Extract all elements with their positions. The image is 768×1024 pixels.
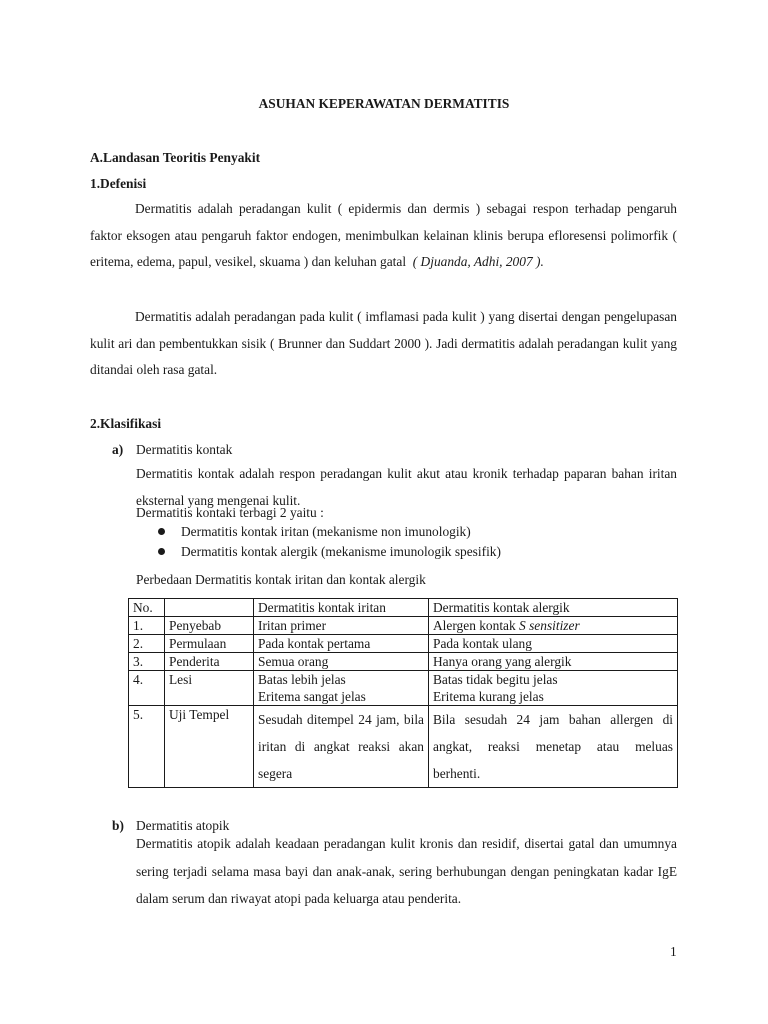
sub-a-text: Dermatitis kontak adalah respon peradangan kulit akut atau kronik terhadap paparan bahan iritan eksternal yang mengenai kulit. [136,466,677,508]
sub-a-label: a) [112,442,124,457]
table-cell: Hanya orang yang alergik [429,653,678,671]
table-cell-text: Alergen kontak [433,618,516,633]
table-cell: Uji Tempel [165,706,254,788]
table-cell: Penderita [165,653,254,671]
table-cell: Permulaan [165,635,254,653]
table-cell: 5. [129,706,165,788]
table-row [129,706,678,788]
sub-b-title: Dermatitis atopik [136,818,230,833]
table-row [129,635,678,653]
definition-paragraph-1-text: Dermatitis adalah peradangan kulit ( epidermis dan dermis ) sebagai respon terhadap pengaruh faktor eksogen atau pengaruh faktor endogen, menimbulkan kelainan klinis berupa efloresensi polimorfik ( eritema, edema, papul, vesikel, skuama ) dan keluhan gatal [90,201,677,269]
table-cell-line: Batas lebih jelas [258,672,346,687]
table-cell: Semua orang [254,653,429,671]
table-cell-line: Batas tidak begitu jelas [433,672,558,687]
table-cell [429,671,678,706]
bullet-item: Dermatitis kontak alergik (mekanisme imunologik spesifik) [156,542,501,562]
table-cell: Pada kontak ulang [429,635,678,653]
sub-b-label: b) [112,818,124,833]
section-a-heading: A.Landasan Teoritis Penyakit [90,150,261,165]
table-header-cell: Dermatitis kontak iritan [254,599,429,617]
definition-paragraph-1-citation: ( Djuanda, Adhi, 2007 ). [412,254,544,269]
table-header-cell [165,599,254,617]
table-header-cell: No. [129,599,165,617]
table-cell-italic: S sensitizer [519,618,580,633]
table-cell-line: Eritema sangat jelas [258,689,366,704]
table-cell: Penyebab [165,617,254,635]
table-header-row [129,599,678,617]
section-1-heading: 1.Defenisi [90,176,147,191]
section-2-heading: 2.Klasifikasi [90,416,162,431]
table-cell: Iritan primer [254,617,429,635]
comparison-table [128,598,678,788]
table-row [129,671,678,706]
table-cell-text: Bila sesudah 24 jam bahan allergen di angkat, reaksi menetap atau meluas berhenti. [433,712,673,781]
table-cell: Lesi [165,671,254,706]
table-cell: 3. [129,653,165,671]
sub-a-title: Dermatitis kontak [136,442,233,457]
table-header-cell: Dermatitis kontak alergik [429,599,678,617]
table-cell [254,671,429,706]
table-row [129,653,678,671]
sub-a-bullet-list [156,522,501,562]
document-title: ASUHAN KEPERAWATAN DERMATITIS [258,96,510,111]
table-cell [429,706,678,788]
table-cell [429,617,678,635]
sub-a-intro: Dermatitis kontaki terbagi 2 yaitu : [136,505,324,520]
bullet-item: Dermatitis kontak iritan (mekanisme non imunologik) [156,522,501,542]
table-row [129,617,678,635]
page-number: 1 [670,944,677,959]
table-caption: Perbedaan Dermatitis kontak iritan dan kontak alergik [136,572,426,587]
definition-paragraph-2 [90,304,677,384]
definition-paragraph-2-text: Dermatitis adalah peradangan pada kulit ( imflamasi pada kulit ) yang disertai dengan pengelupasan kulit ari dan pembentukkan sisik ( Brunner dan Suddart 2000 ). Jadi dermatitis adalah peradangan kulit yang ditandai oleh rasa gatal. [90,309,677,377]
definition-paragraph-1 [90,196,677,276]
table-cell: 4. [129,671,165,706]
sub-b-text: Dermatitis atopik adalah keadaan peradangan kulit kronis dan residif, disertai gatal dan umumnya sering terjadi selama masa bayi dan anak-anak, sering berhubungan dengan peningkatan kadar IgE dalam serum dan riwayat atopi pada keluarga atau penderita. [136,836,677,906]
table-cell-line: Eritema kurang jelas [433,689,544,704]
table-cell: 1. [129,617,165,635]
table-cell: Pada kontak pertama [254,635,429,653]
table-cell-text: Sesudah ditempel 24 jam, bila iritan di angkat reaksi akan segera [258,712,424,781]
table-cell: 2. [129,635,165,653]
table-cell [254,706,429,788]
